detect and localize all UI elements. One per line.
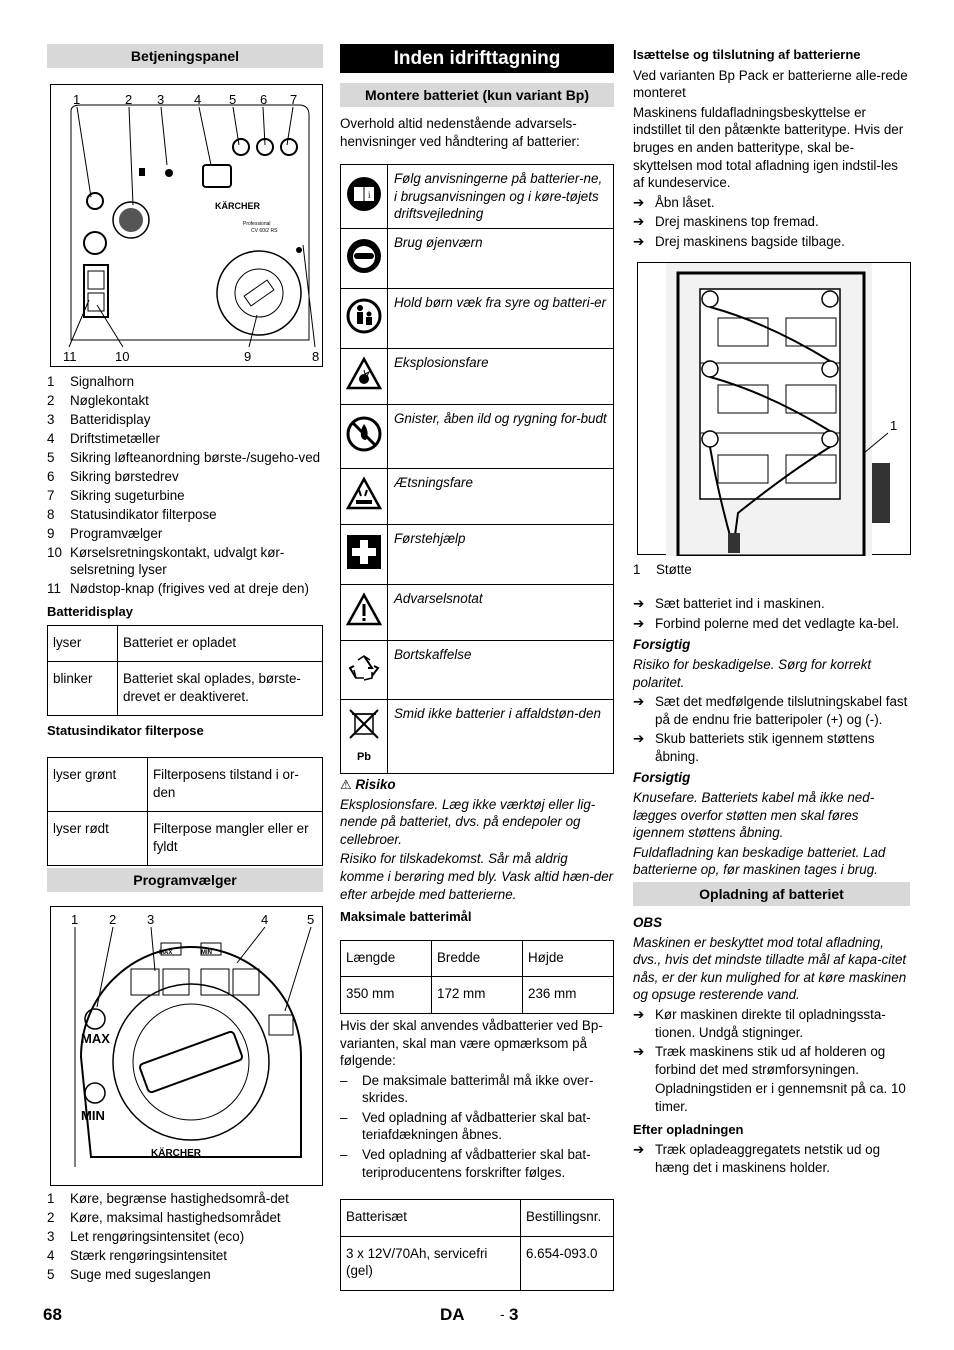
list-item-number: 11 xyxy=(47,581,61,597)
list-item xyxy=(47,506,323,524)
table-cell: 236 mm xyxy=(523,977,614,1014)
table-cell: Filterposens tilstand i or-den xyxy=(148,758,323,812)
table-cell: Længde xyxy=(341,940,432,977)
caption-number: 1 xyxy=(633,561,641,577)
table-cell: 3 x 12V/70Ah, servicefri (gel) xyxy=(341,1236,521,1290)
list-item-number: 7 xyxy=(47,487,55,503)
table-row xyxy=(341,468,614,524)
dash-icon: – xyxy=(340,1072,348,1088)
table-row xyxy=(48,758,323,812)
list-item-text: Let rengøringsintensitet (eco) xyxy=(70,1229,245,1245)
keep-children-away-icon xyxy=(346,322,382,337)
charge-time-text: Opladningstiden er i gennemsnit på ca. 10 timer. xyxy=(655,1081,906,1114)
insert-text-1: Ved varianten Bp Pack er batterierne alle-rede monteret xyxy=(633,67,908,101)
symbol-text: Hold børn væk fra syre og batteri-er xyxy=(388,288,614,348)
column-2 xyxy=(340,44,614,1291)
callout-3: 3 xyxy=(157,92,165,107)
callout-3: 3 xyxy=(147,912,155,928)
list-item-number: 3 xyxy=(47,1229,55,1245)
step-item xyxy=(633,233,910,251)
list-item-number: 1 xyxy=(47,1191,55,1207)
symbol-cell xyxy=(341,640,388,699)
table-row xyxy=(341,165,614,229)
list-item-number: 5 xyxy=(47,1267,55,1283)
symbol-text: Smid ikke batterier i affaldstøn-den xyxy=(388,699,614,773)
table-row xyxy=(341,288,614,348)
list-item xyxy=(47,1266,323,1284)
risk-heading-text: Risiko xyxy=(355,776,396,792)
step-text: Sæt det medfølgende tilslutningskabel fast på de endnu frie batteripoler (+) og (-). xyxy=(655,694,908,727)
table-cell: 172 mm xyxy=(432,977,523,1014)
step-item xyxy=(633,1141,910,1176)
heading-insert: Isættelse og tilslutning af batterierne xyxy=(633,47,861,62)
heading-max-dims: Maksimale batterimål xyxy=(340,909,472,925)
list-item xyxy=(47,1209,323,1227)
step-item xyxy=(633,194,910,212)
battery-installation-figure xyxy=(637,262,911,555)
order-table xyxy=(340,1199,614,1291)
symbol-text: Ætsningsfare xyxy=(388,468,614,524)
list-item-number: 4 xyxy=(47,430,55,446)
bullet-text: Ved opladning af vådbatterier skal bat-teriafdækningen åbnes. xyxy=(362,1109,591,1143)
step-text: Åbn låset. xyxy=(655,194,715,210)
insert-text-2: Maskinens fuldafladningsbeskyttelse er indstillet til den påtænkte batteritype. Hvis der bruges en anden batteritype, skal be-skyttelsen mod total afladning igen indstil-les af kundeservice. xyxy=(633,104,904,191)
table-cell: lyser rødt xyxy=(48,812,148,866)
chapter-title: Inden idrifttagning xyxy=(340,44,614,73)
step-text: Kør maskinen direkte til opladningssta-tionen. Undgå stigninger. xyxy=(655,1007,886,1040)
panel-logo: KÄRCHER xyxy=(215,201,260,211)
arrow-right-icon: ➔ xyxy=(633,615,645,631)
no-fire-icon xyxy=(346,440,382,455)
table-cell: Batteriet er opladet xyxy=(118,625,323,662)
table-row xyxy=(341,699,614,773)
bullet-text: Ved opladning af vådbatterier skal bat-teriproducentens forskrifter følges. xyxy=(362,1147,591,1180)
table-cell: Højde xyxy=(523,940,614,977)
table-row xyxy=(341,228,614,288)
panel-brand: Professional xyxy=(243,221,271,227)
arrow-right-icon: ➔ xyxy=(633,233,645,249)
bullet-item xyxy=(340,1109,614,1144)
symbol-text: Brug øjenværn xyxy=(388,228,614,288)
symbol-cell xyxy=(341,288,388,348)
callout-6: 6 xyxy=(260,92,268,107)
list-item xyxy=(47,544,323,579)
list-item xyxy=(47,449,323,467)
symbol-cell xyxy=(341,699,388,773)
list-item-text: Sikring børstedrev xyxy=(70,468,179,484)
step-item xyxy=(633,693,910,728)
callout-1: 1 xyxy=(71,912,79,928)
symbol-text: Eksplosionsfare xyxy=(388,348,614,404)
program-legend-list xyxy=(47,1190,323,1284)
recycle-icon xyxy=(346,674,382,689)
table-cell: 6.654-093.0 xyxy=(521,1236,614,1290)
list-item-number: 4 xyxy=(47,1248,55,1264)
callout-8: 8 xyxy=(312,349,320,364)
list-item-number: 8 xyxy=(47,506,55,522)
table-row xyxy=(48,625,323,662)
table-cell: Batterisæt xyxy=(341,1200,521,1237)
panel-legend-list xyxy=(47,373,323,598)
section-heading-charge: Opladning af batteriet xyxy=(633,882,910,906)
arrow-right-icon: ➔ xyxy=(633,194,645,210)
step-item xyxy=(633,730,910,765)
column-1 xyxy=(47,44,323,1285)
symbol-cell xyxy=(341,348,388,404)
heading-battery-display: Batteridisplay xyxy=(47,604,133,620)
step-item xyxy=(633,595,910,613)
table-row xyxy=(341,404,614,468)
corrosive-icon xyxy=(346,500,382,515)
arrow-right-icon: ➔ xyxy=(633,596,645,612)
section-heading-panel: Betjeningspanel xyxy=(47,44,323,68)
callout-10: 10 xyxy=(115,349,130,364)
language-code: DA xyxy=(440,1305,465,1324)
list-item-text: Driftstimetæller xyxy=(70,430,161,446)
list-item-number: 5 xyxy=(47,449,55,465)
warning-icon xyxy=(346,616,382,631)
callout-1: 1 xyxy=(890,417,898,433)
table-cell: blinker xyxy=(48,662,118,716)
table-row xyxy=(48,812,323,866)
battery-display-table xyxy=(47,625,323,717)
list-item-text: Stærk rengøringsintensitet xyxy=(70,1248,228,1264)
table-cell: Filterpose mangler eller er fyldt xyxy=(148,812,323,866)
heading-filter-status: Statusindikator filterpose xyxy=(47,723,204,739)
risk-heading xyxy=(340,776,614,794)
list-item-text: Batteridisplay xyxy=(70,411,151,427)
dash-icon: – xyxy=(340,1147,348,1163)
filter-status-table xyxy=(47,757,323,866)
table-row xyxy=(341,348,614,404)
callout-5: 5 xyxy=(307,912,315,928)
goggles-icon xyxy=(346,262,382,277)
battery-dims-table xyxy=(340,940,614,1014)
min-icon-label: MIN xyxy=(201,950,212,957)
table-cell: 350 mm xyxy=(341,977,432,1014)
symbol-cell xyxy=(341,584,388,640)
arrow-right-icon: ➔ xyxy=(633,214,645,230)
caption-text: Støtte xyxy=(656,561,692,577)
list-item-number: 3 xyxy=(47,411,55,427)
list-item-number: 10 xyxy=(47,544,62,560)
step-text: Drej maskinens bagside tilbage. xyxy=(655,233,845,249)
step-text: Skub batteriets stik igennem støttens åbning. xyxy=(655,731,875,764)
caution-1-text: Risiko for beskadigelse. Sørg for korrekt polaritet. xyxy=(633,656,872,690)
list-item-text: Signalhorn xyxy=(70,374,135,389)
bullet-item xyxy=(340,1072,614,1107)
program-selector-figure xyxy=(50,906,323,1186)
table-row xyxy=(341,524,614,584)
battery-compartment-drawing xyxy=(638,263,912,556)
steps-list-1 xyxy=(633,194,910,251)
arrow-right-icon: ➔ xyxy=(633,1142,645,1158)
table-row xyxy=(341,1200,614,1237)
max-icon-label: MAX xyxy=(159,950,173,957)
list-item xyxy=(47,487,323,505)
list-item-text: Programvælger xyxy=(70,525,163,541)
callout-11: 11 xyxy=(63,349,77,364)
manual-icon xyxy=(346,190,382,215)
section-heading-mount: Montere batteriet (kun variant Bp) xyxy=(340,83,614,107)
bullet-item xyxy=(340,1146,614,1181)
list-item-text: Kørselsretningskontakt, udvalgt kør-selsretning lyser xyxy=(70,544,285,578)
step-text: Træk maskinens stik ud af holderen og forbind det med strømforsyningen. xyxy=(655,1044,886,1077)
symbol-cell xyxy=(341,228,388,288)
step-item xyxy=(633,213,910,231)
table-cell: lyser grønt xyxy=(48,758,148,812)
callout-5: 5 xyxy=(229,92,237,107)
pb-label: Pb xyxy=(356,750,372,763)
caution-2-text-2: Fuldafladning kan beskadige batteriet. Lad batterierne op, før maskinen tages i brug. xyxy=(633,844,886,878)
table-cell: Batteriet skal oplades, børste-drevet er deaktiveret. xyxy=(118,662,323,716)
arrow-right-icon: ➔ xyxy=(633,694,645,710)
warning-icon: ⚠ xyxy=(340,776,352,792)
table-row xyxy=(341,640,614,699)
list-item-text: Nøglekontakt xyxy=(70,392,149,408)
caution-1-heading: Forsigtig xyxy=(633,637,691,653)
wet-battery-list xyxy=(340,1072,614,1182)
max-label: MAX xyxy=(81,1031,110,1047)
risk-text-1: Eksplosionsfare. Læg ikke værktøj eller lig-nende på batteriet, dvs. på endepoler og cellebroer. xyxy=(340,796,596,847)
arrow-right-icon: ➔ xyxy=(633,1007,645,1022)
symbol-cell xyxy=(341,524,388,584)
steps-list-2 xyxy=(633,595,910,632)
section-heading-program: Programvælger xyxy=(47,868,323,892)
list-item xyxy=(47,430,323,448)
table-cell: Bestillingsnr. xyxy=(521,1200,614,1237)
list-item xyxy=(47,1190,323,1208)
step-text: Forbind polerne med det vedlagte ka-bel. xyxy=(655,615,900,631)
symbol-text: Gnister, åben ild og rygning for-budt xyxy=(388,404,614,468)
heading-after-charge: Efter opladningen xyxy=(633,1121,744,1137)
steps-list-3 xyxy=(633,693,910,765)
list-item xyxy=(47,468,323,486)
steps-list-4 xyxy=(633,1006,910,1078)
table-cell: lyser xyxy=(48,625,118,662)
callout-9: 9 xyxy=(244,349,252,364)
symbol-text: Advarselsnotat xyxy=(388,584,614,640)
obs-text: Maskinen er beskyttet mod total afladning, dvs., hvis det mindste tilladte mål af kapa-citet nås, er der kun mulighed for at køre maskinen og opsuge resterende vand. xyxy=(633,934,907,1003)
list-item-text: Køre, begrænse hastighedsområ-det xyxy=(70,1191,289,1207)
symbol-text: Førstehjælp xyxy=(388,524,614,584)
risk-text-2: Risiko for tilskadekomst. Sår må aldrig komme i berøring med bly. Vask altid hæn-der efter arbejde med batterierne. xyxy=(340,851,614,902)
page-number: 68 xyxy=(43,1305,62,1324)
list-item-text: Nødstop-knap (frigives ved at dreje den) xyxy=(70,581,309,597)
caution-2-heading: Forsigtig xyxy=(633,770,691,786)
safety-symbols-table xyxy=(340,164,614,774)
symbol-cell xyxy=(341,404,388,468)
step-text: Drej maskinens top fremad. xyxy=(655,214,819,230)
list-item-text: Køre, maksimal hastighedsområdet xyxy=(70,1210,281,1226)
symbol-text: Bortskaffelse xyxy=(388,640,614,699)
control-panel-drawing xyxy=(51,85,324,368)
list-item xyxy=(47,525,323,543)
symbol-cell xyxy=(341,165,388,229)
step-item xyxy=(633,1043,910,1078)
step-item xyxy=(633,1006,910,1041)
intro-text: Overhold altid nedenstående advarsels-henvisninger ved håndtering af batterier: xyxy=(340,116,580,149)
min-label: MIN xyxy=(81,1108,105,1124)
explosion-icon xyxy=(346,380,382,395)
callout-4: 4 xyxy=(261,912,269,928)
callout-7: 7 xyxy=(290,92,298,107)
table-row xyxy=(341,584,614,640)
list-item-text: Statusindikator filterpose xyxy=(70,506,217,522)
list-item xyxy=(47,580,323,598)
dial-logo: KÄRCHER xyxy=(151,1148,201,1160)
obs-heading: OBS xyxy=(633,915,663,931)
step-item xyxy=(633,615,910,633)
symbol-cell xyxy=(341,468,388,524)
list-item-number: 2 xyxy=(47,392,55,408)
list-item-text: Sikring løfteanordning børste-/sugeho-ved xyxy=(70,449,321,465)
callout-1: 1 xyxy=(73,92,81,107)
list-item-number: 9 xyxy=(47,525,55,541)
section-page-number: 3 xyxy=(509,1305,519,1324)
callout-4: 4 xyxy=(194,92,202,107)
list-item xyxy=(47,373,323,391)
steps-list-5 xyxy=(633,1141,910,1176)
list-item xyxy=(47,392,323,410)
caution-2-text: Knusefare. Batteriets kabel må ikke ned-lægges overfor støtten men skal føres igennem støttens åbning. xyxy=(633,790,875,841)
step-text: Sæt batteriet ind i maskinen. xyxy=(655,596,825,612)
footer-separator: - xyxy=(500,1306,505,1322)
column-3 xyxy=(633,44,910,1178)
list-item xyxy=(47,1228,323,1246)
list-item-text: Suge med sugeslangen xyxy=(70,1267,211,1283)
panel-model: CV 60/2 RS xyxy=(251,228,278,234)
list-item xyxy=(47,411,323,429)
list-item xyxy=(47,1247,323,1265)
table-row xyxy=(341,1236,614,1290)
list-item-text: Sikring sugeturbine xyxy=(70,487,185,503)
list-item-number: 2 xyxy=(47,1210,55,1226)
control-panel-figure xyxy=(50,84,323,367)
arrow-right-icon: ➔ xyxy=(633,731,645,747)
table-row xyxy=(48,662,323,716)
dash-icon: – xyxy=(340,1109,348,1125)
bullet-text: De maksimale batterimål må ikke over-skrides. xyxy=(362,1072,594,1106)
list-item-number: 6 xyxy=(47,468,55,484)
arrow-right-icon: ➔ xyxy=(633,1044,645,1060)
table-row xyxy=(341,977,614,1014)
table-row xyxy=(341,940,614,977)
step-text: Træk opladeaggregatets netstik ud og hæng det i maskinens holder. xyxy=(655,1142,881,1175)
symbol-text: Følg anvisningerne på batterier-ne, i brugsanvisningen og i køre-tøjets driftsvejledning xyxy=(388,165,614,229)
list-item-number: 1 xyxy=(47,374,55,389)
figure-caption xyxy=(633,561,910,579)
first-aid-icon xyxy=(346,558,382,573)
wet-battery-intro: Hvis der skal anvendes vådbatterier ved Bp-varianten, skal man være opmærksom på følgende: xyxy=(340,1017,603,1069)
callout-2: 2 xyxy=(109,912,117,928)
callout-2: 2 xyxy=(125,92,133,107)
table-cell: Bredde xyxy=(432,940,523,977)
svg-text:i: i xyxy=(368,190,371,201)
